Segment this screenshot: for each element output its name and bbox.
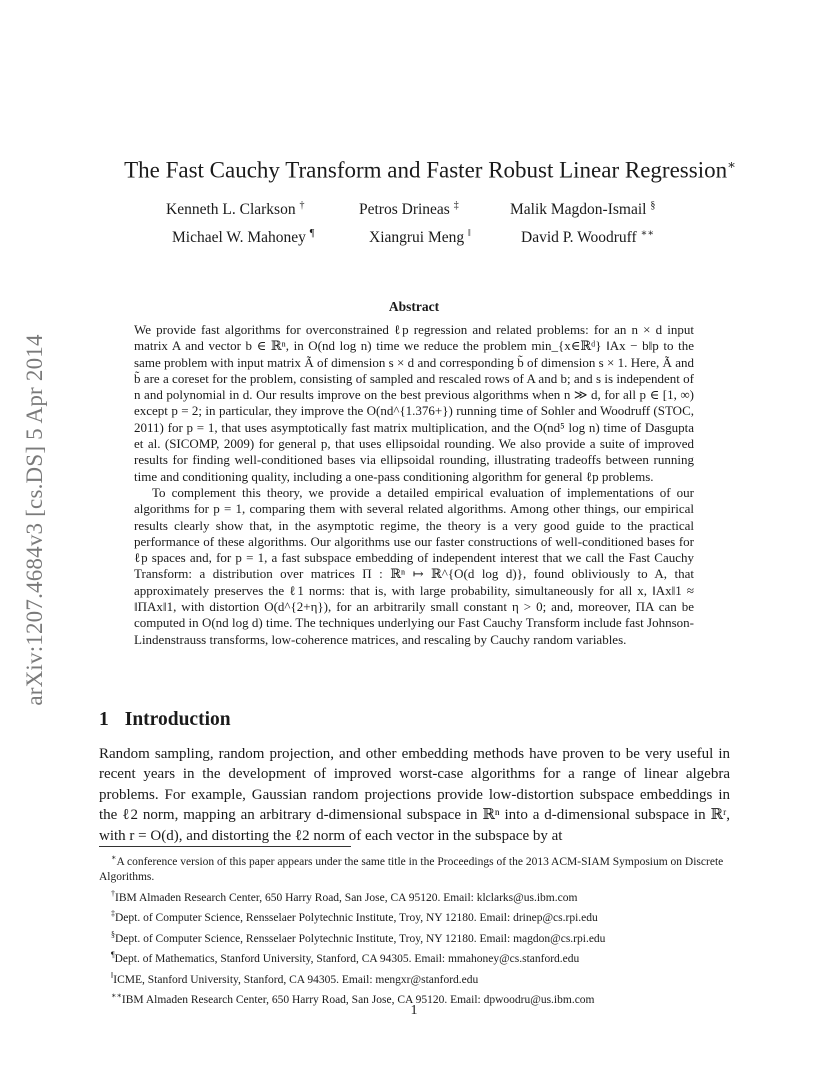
footnote-mahoney bbox=[99, 947, 730, 967]
author-marker: † bbox=[299, 200, 305, 211]
author-name: Petros Drineas bbox=[359, 201, 450, 219]
abstract-heading: Abstract bbox=[388, 299, 440, 314]
footnote-marker: † bbox=[111, 889, 115, 899]
author-name: David P. Woodruff bbox=[521, 229, 637, 247]
intro-paragraph: Random sampling, random projection, and other embedding methods have proven to be very useful in recent years in the development of improved worst-case algorithms for a range of linear algebra problems. For example, Gaussian random projections provide low-distortion subspace embeddings in the ℓ2 norm, mapping an arbitrary d-dimensional subspace in ℝⁿ into a d-dimensional subspace in ℝʳ, with r = O(d), and distorting the ℓ2 norm of each vector in the subspace by at bbox=[99, 746, 730, 844]
author-clarkson bbox=[166, 200, 304, 219]
footnote-text: A conference version of this paper appears under the same title in the Proceedings of the 2013 ACM-SIAM Symposium on Discrete Algorithms. bbox=[99, 855, 724, 884]
author-woodruff bbox=[521, 228, 654, 247]
section-heading bbox=[99, 709, 231, 731]
paper-title-text: The Fast Cauchy Transform and Faster Robust Linear Regression bbox=[124, 157, 728, 183]
footnote-marker: ¶ bbox=[111, 950, 115, 960]
author-name: Michael W. Mahoney bbox=[172, 229, 306, 247]
introduction-body bbox=[99, 744, 730, 846]
footnote-text: IBM Almaden Research Center, 650 Harry Road, San Jose, CA 95120. Email: dpwoodru@us.ibm.com bbox=[121, 993, 595, 1006]
footnote-marker: § bbox=[111, 929, 115, 939]
footnote-text: Dept. of Mathematics, Stanford University, Stanford, CA 94305. Email: mmahoney@cs.stanford.edu bbox=[114, 953, 580, 966]
abstract-paragraph-2: To complement this theory, we provide a detailed empirical evaluation of implementations of our algorithms for p = 1, comparing them with several related algorithms. Among other things, our empirical results clearly show that, in the asymptotic regime, the theory is a very good guide to the practical performance of these algorithms. Our algorithms use our faster constructions of well-conditioned bases for ℓp spaces and, for p = 1, a fast subspace embedding of independent interest that we call the Fast Cauchy Transform: a distribution over matrices Π : ℝⁿ ↦ ℝ^{O(d log d)}, found obliviously to A, that approximately preserves the ℓ1 norms: that is, with large probability, simultaneously for all x, ‖Ax‖1 ≈ ‖ΠAx‖1, with distortion O(d^{2+η}), for an arbitrarily small constant η > 0; and, moreover, ΠA can be computed in O(nd log d) time. The techniques underlying our Fast Cauchy Transform include fast Johnson-Lindenstrauss transforms, low-coherence matrices, and rescaling by Cauchy random variables. bbox=[134, 484, 694, 647]
footnotes bbox=[99, 850, 730, 1009]
title-footnote-marker: ∗ bbox=[727, 157, 736, 172]
author-name: Kenneth L. Clarkson bbox=[166, 201, 296, 219]
footnote-marker: ∗∗ bbox=[111, 991, 122, 1001]
footnote-text: IBM Almaden Research Center, 650 Harry Road, San Jose, CA 95120. Email: klclarks@us.ibm.com bbox=[115, 891, 578, 904]
author-marker: ¶ bbox=[309, 228, 315, 239]
author-marker: ∗∗ bbox=[640, 228, 655, 239]
author-mahoney bbox=[172, 228, 314, 247]
author-marker: § bbox=[650, 200, 656, 211]
footnote-marker: ∗ bbox=[111, 853, 117, 862]
page-number: 1 bbox=[410, 1003, 418, 1018]
footnote-rule bbox=[99, 846, 351, 847]
footnote-text: Dept. of Computer Science, Rensselaer Polytechnic Institute, Troy, NY 12180. Email: magdon@cs.rpi.edu bbox=[115, 932, 606, 945]
author-magdon-ismail bbox=[510, 200, 655, 219]
footnote-drineas bbox=[99, 906, 730, 926]
author-meng bbox=[369, 228, 471, 247]
section-title: Introduction bbox=[124, 709, 231, 730]
author-name: Xiangrui Meng bbox=[369, 229, 465, 247]
paper-title bbox=[80, 150, 780, 186]
author-name: Malik Magdon-Ismail bbox=[510, 201, 647, 219]
section-number: 1 bbox=[99, 709, 109, 730]
author-marker: ‡ bbox=[453, 200, 459, 211]
footnote-meng bbox=[99, 968, 730, 988]
arxiv-sidebar-stamp bbox=[20, 300, 50, 740]
footnote-marker: ‡ bbox=[111, 909, 115, 919]
footnote-clarkson bbox=[99, 886, 730, 906]
abstract-paragraph-1: We provide fast algorithms for overconstrained ℓp regression and related problems: for an n × d input matrix A and vector b ∈ ℝⁿ, in O(nd log n) time we reduce the problem min_{x∈ℝᵈ} ‖Ax − b‖p to the same problem with input matrix Ã of dimension s × d and corresponding b̃ of dimension s × 1. Here, Ã and b̃ are a coreset for the problem, consisting of sampled and rescaled rows of A and b; and s is independent of n and polynomial in d. Our results improve on the best previous algorithms when n ≫ d, for all p ∈ [1, ∞) except p = 2; in particular, they improve the O(nd^{1.376+}) running time of Sohler and Woodruff (STOC, 2011) for p = 1, that uses asymptotically fast matrix multiplication, and the O(nd⁵ log n) time of Dasgupta et al. (SICOMP, 2009) for general p, that uses ellipsoidal rounding. We also provide a suite of improved results for finding well-conditioned bases via ellipsoidal rounding, illustrating tradeoffs between running time and conditioning quality, including a one-pass conditioning algorithm for general ℓp problems. bbox=[134, 322, 694, 484]
footnote-text: Dept. of Computer Science, Rensselaer Polytechnic Institute, Troy, NY 12180. Email: drinep@cs.rpi.edu bbox=[115, 912, 598, 925]
footnote-text: ICME, Stanford University, Stanford, CA 94305. Email: mengxr@stanford.edu bbox=[113, 973, 479, 986]
author-marker: ‖ bbox=[468, 228, 471, 239]
arxiv-identifier: arXiv:1207.4684v3 [cs.DS] 5 Apr 2014 bbox=[22, 334, 47, 706]
footnote-marker: ‖ bbox=[111, 970, 114, 980]
author-drineas bbox=[359, 200, 459, 219]
abstract-body bbox=[134, 322, 694, 648]
footnote-conference bbox=[99, 850, 730, 886]
footnote-magdon-ismail bbox=[99, 927, 730, 947]
